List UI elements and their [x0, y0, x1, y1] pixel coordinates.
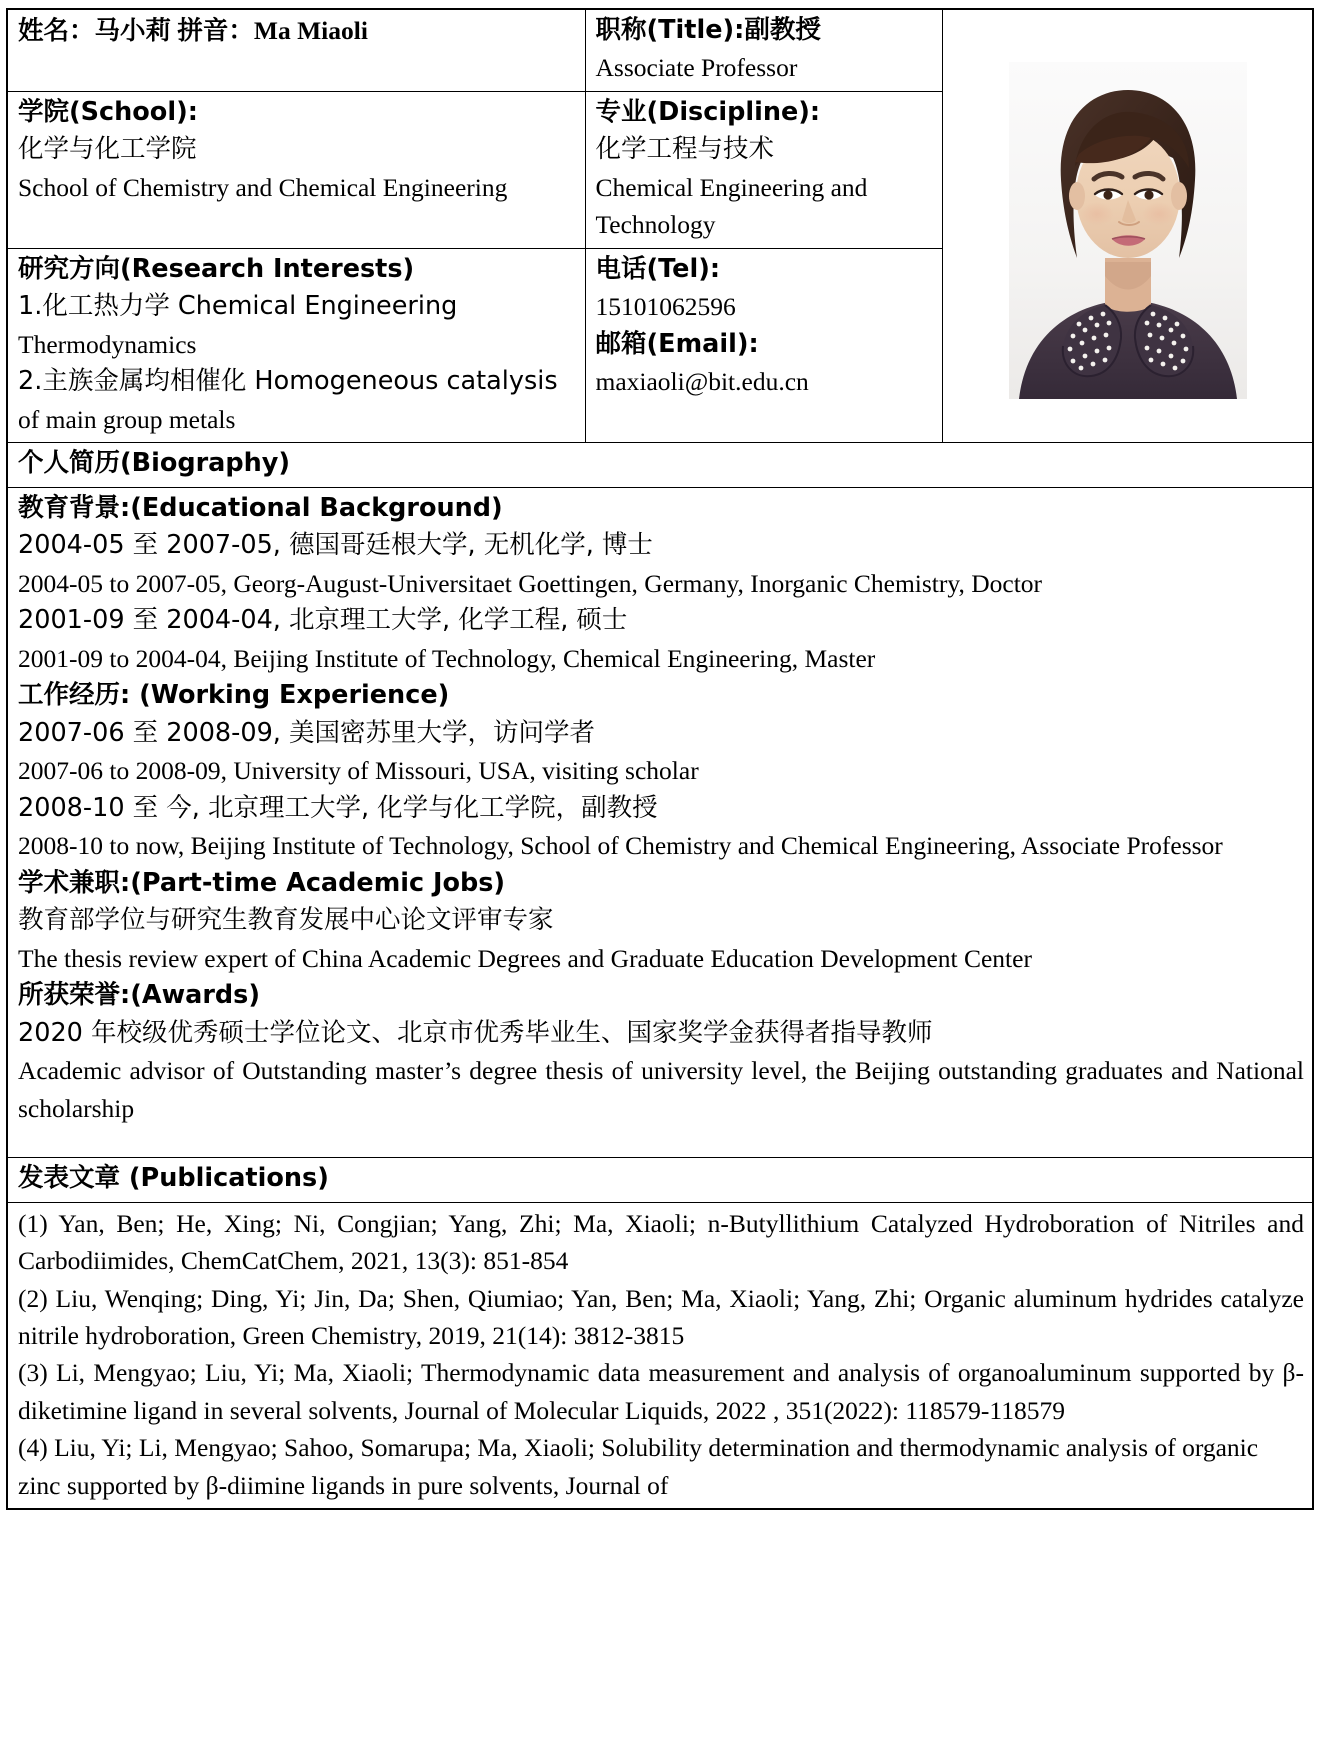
discipline-en-line2: Technology [595, 210, 716, 240]
awards-item-1: Academic advisor of Outstanding master’s degree thesis of university level, the Beijing outstanding graduates and National scholarship [18, 1056, 1304, 1123]
table-row-name [7, 9, 1313, 91]
research-item-2-cont: of main group metals [18, 404, 236, 434]
biography-body-cell [7, 487, 1313, 1157]
contact-cell [585, 248, 942, 442]
school-cell [7, 91, 585, 248]
working-item-2: 2008-10 至 今, 北京理工大学, 化学与化工学院，副教授 [18, 792, 658, 823]
pinyin-label: 拼音： [177, 16, 254, 46]
education-item-2: 2001-09 至 2004-04, 北京理工大学, 化学工程, 硕士 [18, 605, 628, 636]
title-label: 职称(Title):副教授 [595, 15, 821, 45]
parttime-item-0: 教育部学位与研究生教育发展中心论文评审专家 [18, 905, 554, 936]
name-value: 马小莉 [94, 16, 172, 46]
education-item-0: 2004-05 至 2007-05, 德国哥廷根大学, 无机化学, 博士 [18, 530, 653, 561]
title-cell [585, 9, 942, 91]
pinyin-line [177, 16, 368, 45]
name-cell [7, 9, 585, 91]
school-cn: 化学与化工学院 [18, 134, 197, 165]
publication-item: (4) Liu, Yi; Li, Mengyao; Sahoo, Somarupa; Ma, Xiaoli; Solubility determination and thermodynamic analysis of organic zinc supported by β-diimine ligands in pure solvents, Journal of [18, 1433, 1259, 1500]
school-en: School of Chemistry and Chemical Engineering [18, 172, 508, 202]
research-cell [7, 248, 585, 442]
working-item-3: 2008-10 to now, Beijing Institute of Technology, School of Chemistry and Chemical Engineering, Associate Professor [18, 831, 1223, 861]
portrait-photo [1009, 62, 1247, 399]
discipline-cell [585, 91, 942, 248]
publication-item: (3) Li, Mengyao; Liu, Yi; Ma, Xiaoli; Thermodynamic data measurement and analysis of organoaluminum supported by β-diketimine ligand in several solvents, Journal of Molecular Liquids, 2022 , 351(2022): 118579-118579 [18, 1358, 1304, 1425]
pinyin-value: Ma Miaoli [253, 16, 368, 45]
education-label: 教育背景:(Educational Background) [18, 492, 503, 523]
email-label: 邮箱(Email): [595, 328, 759, 359]
publication-item: (2) Liu, Wenqing; Ding, Yi; Jin, Da; Shen, Qiumiao; Yan, Ben; Ma, Xiaoli; Yang, Zhi; Organic aluminum hydrides catalyze nitrile hydroboration, Green Chemistry, 2019, 21(14): 3812-3815 [18, 1283, 1304, 1350]
name-line [18, 16, 171, 45]
publication-item: (1) Yan, Ben; He, Xing; Ni, Congjian; Yang, Zhi; Ma, Xiaoli; n-Butyllithium Catalyzed Hydroboration of Nitriles and Carbodiimides, ChemCatChem, 2021, 13(3): 851-854 [18, 1208, 1304, 1276]
education-item-3: 2001-09 to 2004-04, Beijing Institute of Technology, Chemical Engineering, Master [18, 643, 876, 673]
table-row-publications-title [7, 1158, 1313, 1202]
portrait-photo-image [1009, 62, 1247, 399]
working-item-1: 2007-06 to 2008-09, University of Missouri, USA, visiting scholar [18, 756, 699, 786]
discipline-en-line1: Chemical Engineering and [595, 172, 868, 202]
working-label: 工作经历: (Working Experience) [18, 680, 450, 711]
table-row-publications-body [7, 1202, 1313, 1509]
cv-table [6, 8, 1314, 1510]
title-value-en: Associate Professor [595, 53, 798, 83]
publications-body-cell [7, 1202, 1313, 1509]
table-row-biography-body [7, 487, 1313, 1157]
education-item-1: 2004-05 to 2007-05, Georg-August-Universitaet Goettingen, Germany, Inorganic Chemistry, Doctor [18, 568, 1043, 598]
table-row-biography-title [7, 443, 1313, 487]
parttime-item-1: The thesis review expert of China Academic Degrees and Graduate Education Development Center [18, 943, 1032, 973]
research-label: 研究方向(Research Interests) [18, 253, 415, 284]
publications-section-title: 发表文章 (Publications) [7, 1158, 1313, 1202]
awards-item-0: 2020 年校级优秀硕士学位论文、北京市优秀毕业生、国家奖学金获得者指导教师 [18, 1017, 933, 1048]
school-label: 学院(School): [18, 96, 198, 127]
working-item-0: 2007-06 至 2008-09, 美国密苏里大学，访问学者 [18, 717, 596, 748]
tel-label: 电话(Tel): [595, 253, 721, 284]
name-label: 姓名： [18, 16, 95, 46]
biography-section-title: 个人简历(Biography) [7, 443, 1313, 487]
tel-value: 15101062596 [595, 292, 736, 322]
discipline-cn: 化学工程与技术 [595, 134, 775, 165]
email-value[interactable]: maxiaoli@bit.edu.cn [595, 367, 809, 397]
parttime-label: 学术兼职:(Part-time Academic Jobs) [18, 867, 506, 898]
research-item-1: 1.化工热力学 Chemical Engineering [18, 291, 458, 322]
discipline-label: 专业(Discipline): [595, 96, 821, 127]
biography-trailing-space [18, 1127, 1304, 1153]
awards-label: 所获荣誉:(Awards) [18, 980, 261, 1011]
research-item-1-cont: Thermodynamics [18, 329, 197, 359]
photo-cell [942, 9, 1313, 443]
research-item-2: 2.主族金属均相催化 Homogeneous catalysis [18, 366, 558, 397]
